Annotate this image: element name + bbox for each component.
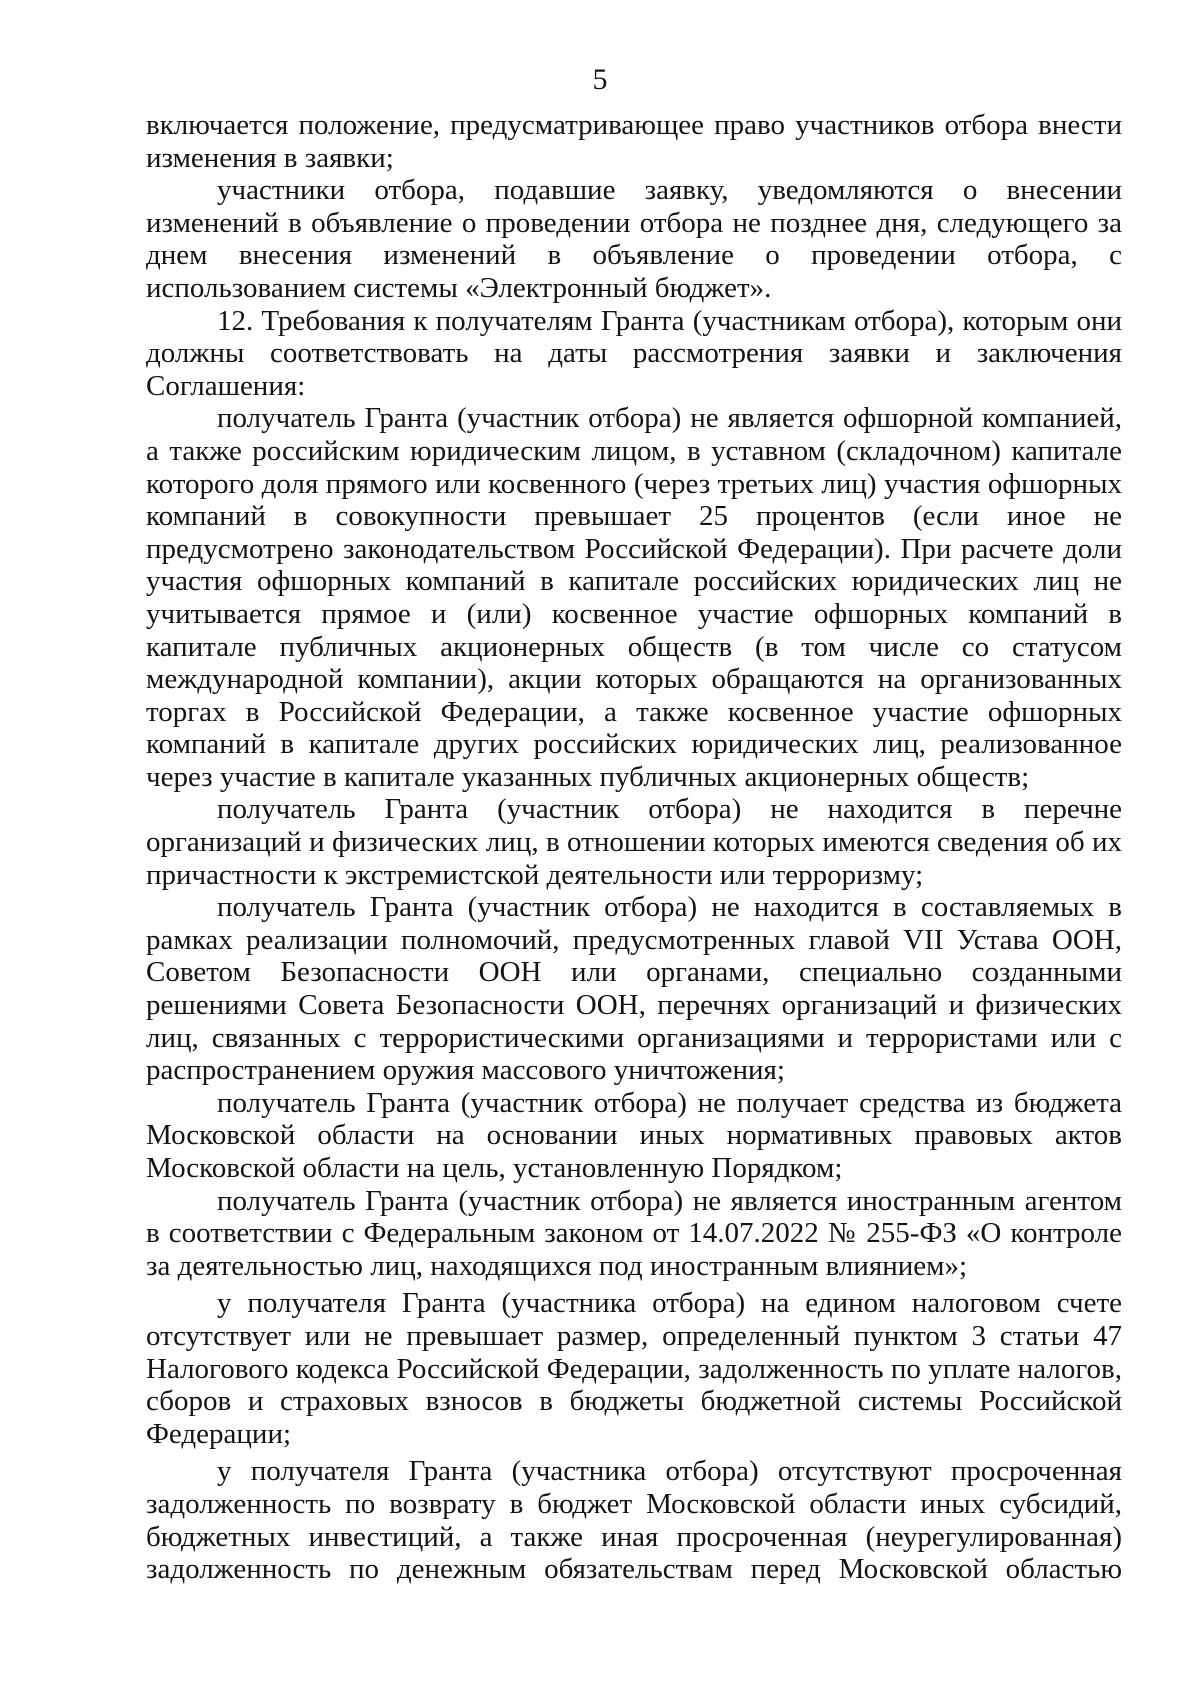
paragraph-foreign-agent-requirement: получатель Гранта (участник отбора) не является иностранным агентом в соответствии с Федеральным законом от 14.07.2022 № 255-ФЗ «О контроле за деятельностью лиц, находящихся под иностранным влиянием»; [146, 1184, 1122, 1282]
page-number: 5 [592, 63, 608, 96]
paragraph-requirements-heading: 12. Требования к получателям Гранта (участникам отбора), которым они должны соответствовать на даты рассмотрения заявки и заключения Соглашения: [146, 304, 1122, 402]
paragraph-offshore-requirement: получатель Гранта (участник отбора) не является офшорной компанией, а также российским юридическим лицом, в уставном (складочном) капитале которого доля прямого или косвенного (через третьих лиц) участия офшорных компаний в совокупности превышает 25 процентов (если иное не предусмотрено законодательством Российской Федерации). При расчете доли участия офшорных компаний в капитале российских юридических лиц не учитывается прямое и (или) косвенное участие офшорных компаний в капитале публичных акционерных обществ (в том числе со статусом международной компании), акции которых обращаются на организованных торгах в Российской Федерации, а также косвенное участие офшорных компаний в капитале других российских юридических лиц, реализованное через участие в капитале указанных публичных акционерных обществ; [146, 402, 1122, 793]
paragraph-budget-funds-requirement: получатель Гранта (участник отбора) не получает средства из бюджета Московской области на основании иных нормативных правовых актов Московской области на цель, установленную Порядком; [146, 1086, 1122, 1184]
paragraph-un-lists-requirement: получатель Гранта (участник отбора) не находится в составляемых в рамках реализации полномочий, предусмотренных главой VII Устава ООН, Советом Безопасности ООН или органами, специально созданными решениями Совета Безопасности ООН, перечнях организаций и физических лиц, связанных с террористическими организациями и террористами или с распространением оружия массового уничтожения; [146, 891, 1122, 1087]
paragraph-extremism-requirement: получатель Гранта (участник отбора) не находится в перечне организаций и физических лиц, в отношении которых имеются сведения об их причастности к экстремистской деятельности или терроризму; [146, 793, 1122, 891]
paragraph-overdue-debt-requirement: у получателя Гранта (участника отбора) отсутствуют просроченная задолженность по возврату в бюджет Московской области иных субсидий, бюджетных инвестиций, а также иная просроченная (неурегулированная) задолженность по денежным обязательствам перед Московской областью [146, 1455, 1122, 1586]
document-body [146, 109, 1122, 1586]
paragraph-notification: участники отбора, подавшие заявку, уведомляются о внесении изменений в объявление о проведении отбора не позднее дня, следующего за днем внесения изменений в объявление о проведении отбора, с использованием системы «Электронный бюджет». [146, 174, 1122, 304]
paragraph-tax-debt-requirement: у получателя Гранта (участника отбора) на едином налоговом счете отсутствует или не превышает размер, определенный пунктом 3 статьи 47 Налогового кодекса Российской Федерации, задолженность по уплате налогов, сборов и страховых взносов в бюджеты бюджетной системы Российской Федерации; [146, 1287, 1122, 1450]
paragraph-continuation: включается положение, предусматривающее право участников отбора внести изменения в заявки; [146, 109, 1122, 174]
